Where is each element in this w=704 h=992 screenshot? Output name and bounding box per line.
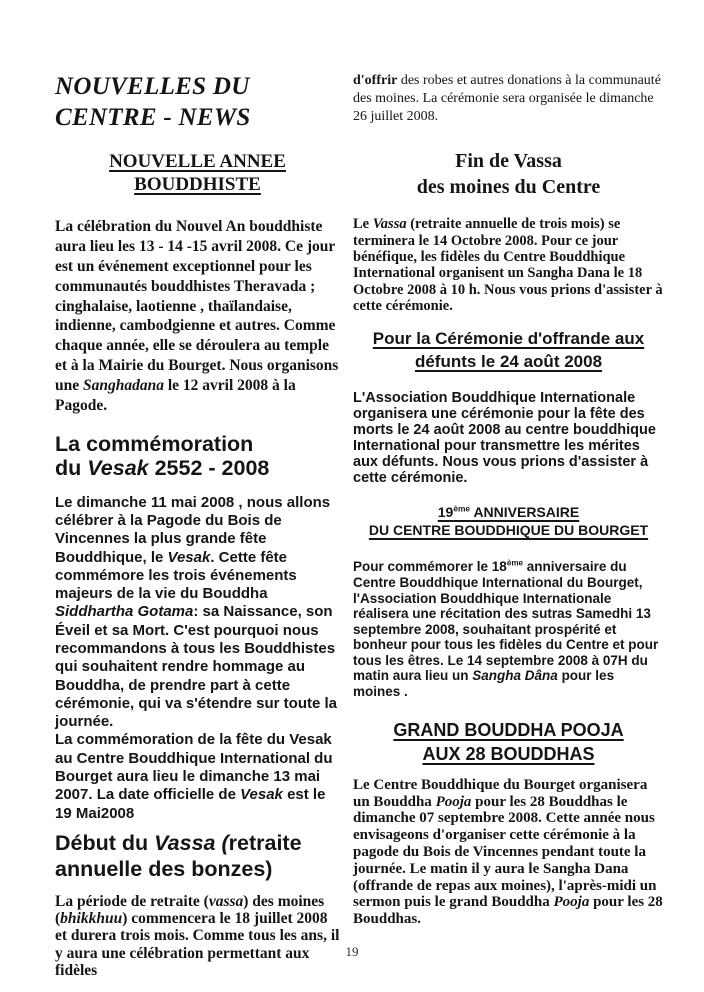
right-column bbox=[353, 72, 664, 979]
paragraph-fin-vassa: Le Vassa (retraite annuelle de trois mois) se terminera le 14 Octobre 2008. Pour ce jour bénéfique, les fidèles du Centre Bouddhique International organisent un Sangha Dana le 18 Octobre 2008 à 10 h. Nous vous prions d'assister à cette cérémonie. bbox=[353, 216, 663, 315]
paragraph-offrir: d'offrir des robes et autres donations à la communauté des moines. La cérémonie sera organisée le dimanche 26 juillet 2008. bbox=[353, 73, 661, 125]
paragraph-defunts: L'Association Bouddhique Internationale organisera une cérémonie pour la fête des morts le 24 août 2008 au centre bouddhique International pour transmettre les mérites aux défunts. Nous vous prions d'assister à cette cérémonie. bbox=[353, 390, 656, 487]
left-column bbox=[55, 72, 340, 979]
heading-ceremonie-defunts: Pour la Cérémonie d'offrande aux défunts le 24 août 2008 bbox=[372, 328, 645, 371]
heading-pooja: GRAND BOUDDHA POOJA AUX 28 BOUDDHAS bbox=[393, 720, 624, 764]
heading-anniversaire: 19ème ANNIVERSAIRE DU CENTRE BOUDDHIQUE DU BOURGET bbox=[368, 503, 649, 539]
paragraph-nouvel-an: La célébration du Nouvel An bouddhiste aura lieu les 13 - 14 -15 avril 2008. Ce jour est un événement exceptionnel pour les communautés bouddhistes Theravada ; cinghalaise, laotienne , thaïlandaise, indienne, cambodgienne et autres. Comme chaque année, elle se déroulera au temple et à la Mairie du Bourget. Nous organisons une Sanghadana le 12 avril 2008 à la Pagode. bbox=[55, 218, 339, 414]
masthead-title: NOUVELLES DU CENTRE - NEWS bbox=[55, 73, 251, 131]
heading-debut-vassa: Début du Vassa (retraite annuelle des bonzes) bbox=[55, 830, 302, 881]
paragraph-vassa: La période de retraite (vassa) des moines (bhikkhuu) commencera le 18 juillet 2008 et durera trois mois. Comme tous les ans, il y aura une célébration permettant aux fidèles bbox=[55, 892, 340, 979]
heading-commemoration-vesak: La commémoration du Vesak 2552 - 2008 bbox=[55, 431, 270, 481]
paragraph-pooja: Le Centre Bouddhique du Bourget organisera un Bouddha Pooja pour les 28 Bouddhas le dimanche 07 septembre 2008. Cette année nous envisageons d'organiser cette cérémonie à la pagode du Bois de Vincennes pendant toute la journée. Le matin il y aura le Sangha Dana (offrande de repas aux moines), l'après-midi un sermon puis le grand Bouddha Pooja pour les 28 Bouddhas. bbox=[353, 776, 663, 928]
heading-fin-vassa: Fin de Vassa des moines du Centre bbox=[416, 149, 601, 198]
paragraph-vesak: Le dimanche 11 mai 2008 , nous allons célébrer à la Pagode du Bois de Vincennes la plus grande fête Bouddhique, le Vesak. Cette fête commémore les trois événements majeurs de la vie du Bouddha Siddhartha Gotama: sa Naissance, son Éveil et sa Mort. C'est pourquoi nous recommandons à tous les Bouddhistes qui souhaitent rendre hommage au Bouddha, de prendre part à cette cérémonie, qui va s'étendre sur toute la journée. La commémoration de la fête du Vesak au Centre Bouddhique International du Bourget aura lieu le dimanche 13 mai 2007. La date officielle de Vesak est le 19 Mai2008 bbox=[55, 493, 337, 822]
page-number: 19 bbox=[345, 944, 359, 959]
paragraph-anniversaire: Pour commémorer le 18ème anniversaire du Centre Bouddhique International du Bourget, l'Association Bouddhique Internationale réalisera une récitation des sutras Samedhi 13 septembre 2008, souhaitant prospérité et bonheur pour tous les fidèles du Centre et pour tous les êtres. Le 14 septembre 2008 à 07H du matin aura lieu un Sangha Dâna pour les moines . bbox=[353, 558, 659, 699]
heading-nouvelle-annee: NOUVELLE ANNEE BOUDDHISTE bbox=[109, 151, 286, 196]
